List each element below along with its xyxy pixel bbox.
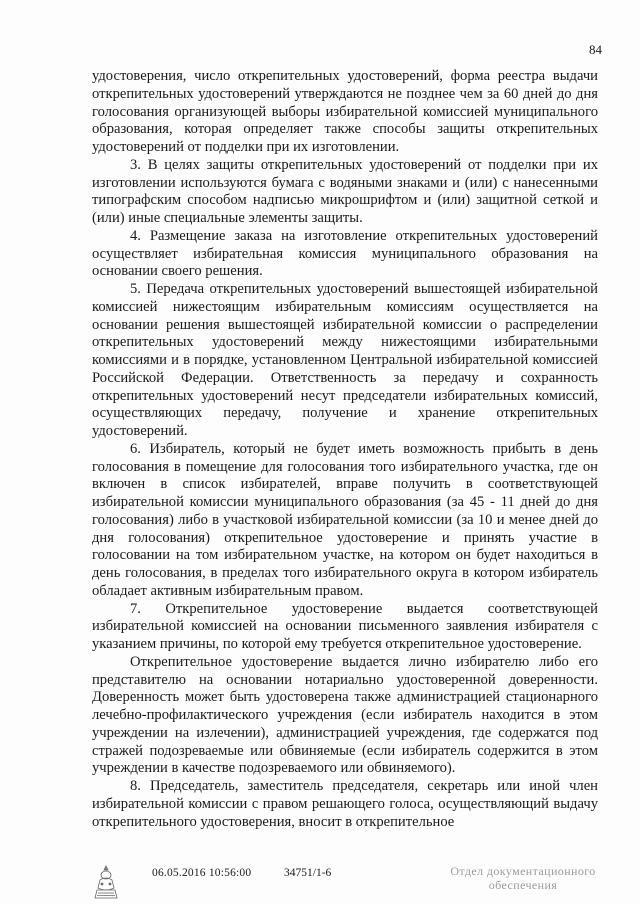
paragraph: 8. Председатель, заместитель председателя, секретарь или иной член избирательной комиссии с правом решающего голоса, осуществляющий выдачу открепительного удостоверения, вносит в открепительное (92, 778, 598, 830)
footer-doc-number: 34751/1-6 (284, 867, 332, 879)
paragraph: 6. Избиратель, который не будет иметь возможность прибыть в день голосования в помещение для голосования того избирательного участка, где он включен в список избирателей, вправе получить в соответствующей избирательной комиссии муниципального образования (за 45 - 11 дней до дня голосования) либо в участковой избирательной комиссии (за 10 и менее дней до дня голосования) открепительное удостоверение и принять участие в голосовании на том избирательном участке, на котором он будет находиться в день голосования, в пределах того избирательного округа в котором избиратель обладает активным избирательным правом. (92, 440, 598, 599)
paragraph: 3. В целях защиты открепительных удостоверений от подделки при их изготовлении используются бумага с водяными знаками и (или) с нанесенными типографским способом надписью микрошрифтом и (или) защитной сеткой и (или) иные специальные элементы защиты. (92, 156, 598, 226)
paragraph: 4. Размещение заказа на изготовление открепительных удостоверений осуществляет избирательная комиссия муниципального образования на основании своего решения. (92, 227, 598, 280)
document-body (92, 68, 598, 831)
paragraph: удостоверения, число открепительных удостоверений, форма реестра выдачи открепительных удостоверений утверждаются не позднее чем за 60 дней до дня голосования организующей выборы избирательной комиссией муниципального образования, которая определяет также способы защиты открепительных удостоверений от подделки при их изготовлении. (92, 68, 598, 155)
footer-datetime: 06.05.2016 10:56:00 (152, 867, 252, 879)
department-line-1: Отдел документационного (450, 864, 596, 878)
department-stamp (448, 864, 598, 892)
page-number: 84 (589, 42, 602, 57)
department-line-2: обеспечения (488, 878, 558, 892)
paragraph: 7. Открепительное удостоверение выдается соответствующей избирательной комиссией на основании письменного заявления избирателя с указанием причины, по которой ему требуется открепительное удостоверение. (92, 600, 598, 652)
page-footer (0, 846, 640, 905)
paragraph: Открепительное удостоверение выдается лично избирателю либо его представителю на основании нотариально удостоверенной доверенности. Доверенность может быть удостоверена также администрацией стационарного лечебно-профилактического учреждения (если избиратель находится в этом учреждении на излечении), администрацией учреждения, где содержатся под стражей подозреваемые или обвиняемые (если избиратель содержится в этом учреждении в качестве подозреваемого или обвиняемого). (92, 653, 598, 777)
paragraph: 5. Передача открепительных удостоверений вышестоящей избирательной комиссией нижестоящим избирательным комиссиям осуществляется на основании решения вышестоящей избирательной комиссии о распределении открепительных удостоверений между нижестоящими избирательными комиссиями и в порядке, установленном Центральной избирательной комиссией Российской Федерации. Ответственность за передачу и сохранность открепительных удостоверений несут председатели избирательных комиссий, осуществляющих передачу, получение и хранение открепительных удостоверений. (92, 281, 598, 439)
stamp-icon (92, 864, 120, 902)
